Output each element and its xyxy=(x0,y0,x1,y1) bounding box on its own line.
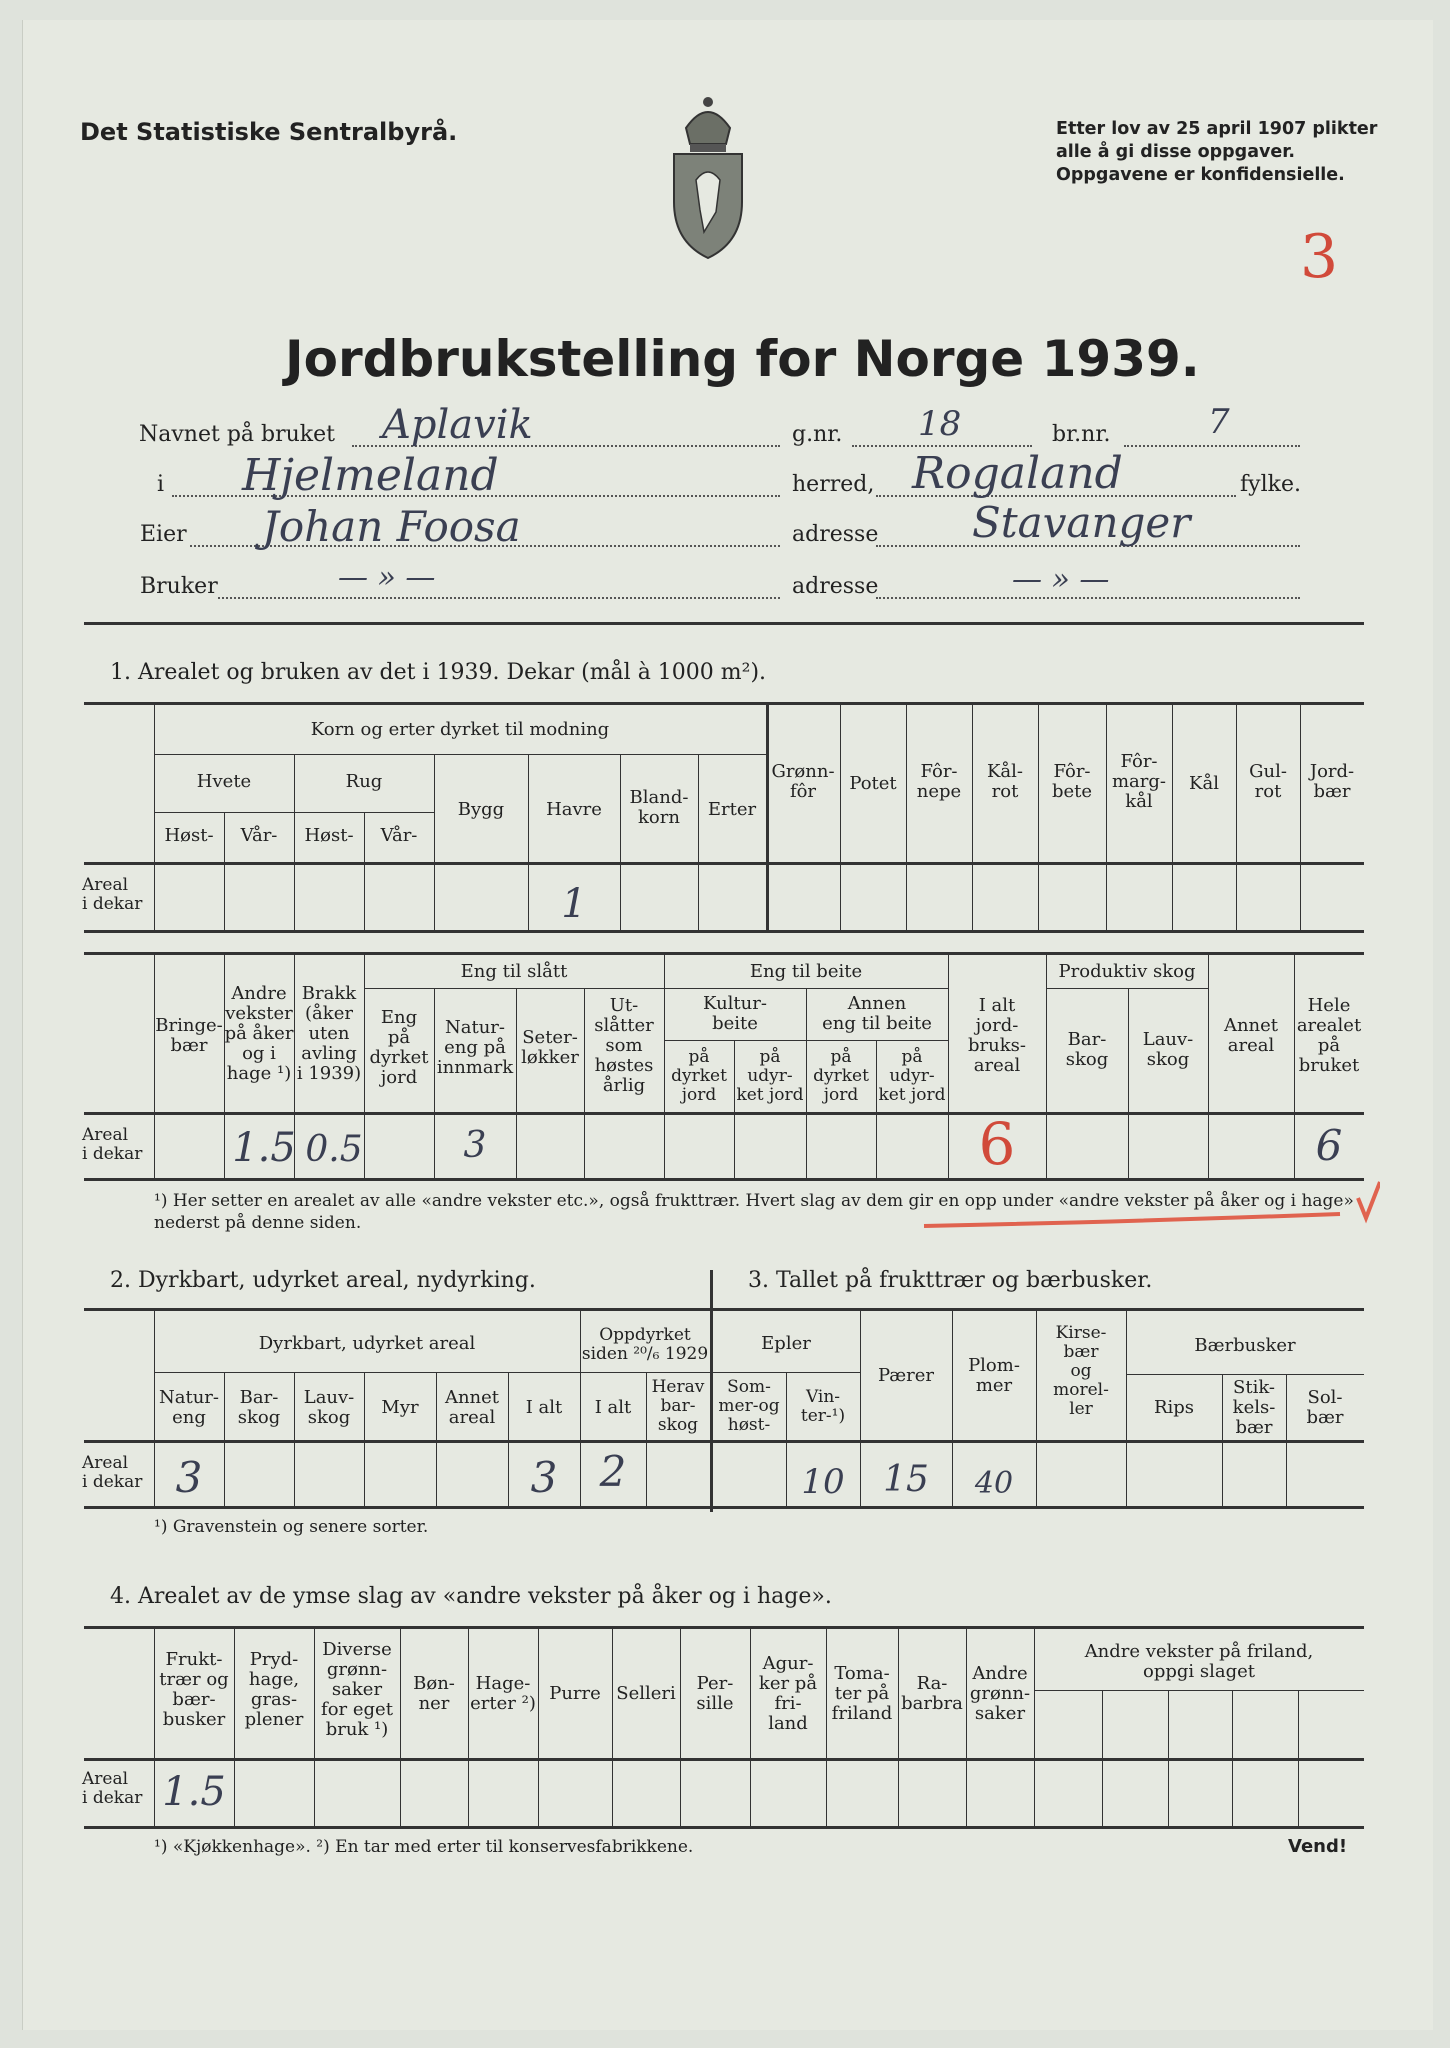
formargkal-header: Fôr- marg- kål xyxy=(1111,751,1166,812)
s4-andre-rule xyxy=(1034,1690,1364,1691)
ialt-jordbruk-header: I alt jord- bruks- areal xyxy=(968,995,1026,1076)
s1b-header-rule xyxy=(84,1112,1364,1115)
solbaer-header: Sol- bær xyxy=(1306,1387,1344,1428)
s4-row-label: Areal i dekar xyxy=(82,1769,143,1808)
brakk-header: Brakk (åker uten avling i 1939) xyxy=(296,983,362,1084)
jordbaer-header: Jord- bær xyxy=(1309,761,1355,802)
kultur-dyrket-header: på dyrket jord xyxy=(671,1047,727,1105)
dyrkbart-group-header: Dyrkbart, udyrket areal xyxy=(258,1333,476,1354)
rips-header: Rips xyxy=(1153,1397,1195,1418)
eier-label: Eier xyxy=(140,522,187,547)
notice-line: Etter lov av 25 april 1907 plikter xyxy=(1056,119,1378,139)
hvete-header: Hvete xyxy=(196,771,252,792)
diverse-header: Diverse grønn- saker for eget bruk ¹) xyxy=(321,1639,393,1740)
brnr-field[interactable]: 7 xyxy=(1208,402,1230,442)
barskog-header: Bar- skog xyxy=(1065,1029,1109,1070)
organization-name: Det Statistiske Sentralbyrå. xyxy=(80,118,458,146)
plommer-header: Plom- mer xyxy=(968,1355,1020,1396)
sommer-header: Som- mer-og høst- xyxy=(718,1377,780,1435)
brakk-value[interactable]: 0.5 xyxy=(305,1129,363,1170)
rug-header: Rug xyxy=(345,771,383,792)
s23-row-label: Areal i dekar xyxy=(82,1453,143,1492)
turn-over-label: Vend! xyxy=(1288,1836,1348,1857)
natureng-value[interactable]: 3 xyxy=(463,1125,487,1166)
kal-header: Kål xyxy=(1189,773,1219,794)
s2-ialt-header: I alt xyxy=(525,1397,563,1418)
kultur-rule xyxy=(664,1040,806,1041)
gnr-line xyxy=(852,445,1032,447)
hvete-host-header: Høst- xyxy=(164,825,214,846)
andre-friland-header: Andre vekster på friland, oppgi slaget xyxy=(1084,1641,1314,1682)
adresse2-line xyxy=(876,597,1300,599)
annen-udyrket-header: på udyr- ket jord xyxy=(878,1047,946,1105)
bringebaer-header: Bringe- bær xyxy=(155,1015,223,1056)
oppdyrket-header: Oppdyrket siden ²⁰/₆ 1929 xyxy=(581,1325,709,1364)
herred-label: herred, xyxy=(792,472,875,497)
fylke-label: fylke. xyxy=(1240,472,1301,497)
havre-value[interactable]: 1 xyxy=(561,881,587,927)
produktiv-skog-header: Produktiv skog xyxy=(1058,961,1196,982)
s3-baer-rule xyxy=(1126,1374,1364,1375)
seterlokker-header: Seter- løkker xyxy=(521,1027,579,1068)
vinter-value[interactable]: 10 xyxy=(801,1462,845,1502)
hvete-var-header: Vår- xyxy=(240,825,278,846)
corner-mark: 3 xyxy=(1300,222,1339,292)
s1b-top-rule xyxy=(84,952,1364,955)
notice-line: Oppgavene er konfidensielle. xyxy=(1056,165,1345,185)
brnr-label: br.nr. xyxy=(1052,422,1111,447)
s2-natureng-header: Natur- eng xyxy=(159,1387,219,1428)
section-2-heading: 2. Dyrkbart, udyrket areal, nydyrking. xyxy=(110,1268,536,1293)
gnr-label: g.nr. xyxy=(792,422,843,447)
eng-slatt-header: Eng til slått xyxy=(460,961,568,982)
hageerter-header: Hage- erter ²) xyxy=(470,1673,536,1714)
blandkorn-header: Bland- korn xyxy=(629,787,689,828)
prydhage-header: Pryd- hage, gras- plener xyxy=(244,1649,304,1730)
fornepe-header: Fôr- nepe xyxy=(916,761,962,802)
agurker-header: Agur- ker på fri- land xyxy=(758,1653,818,1734)
owner-field[interactable]: Johan Foosa xyxy=(262,502,521,551)
s23-header-rule xyxy=(84,1440,1364,1443)
navnet-field[interactable]: Aplavik xyxy=(382,402,533,448)
rug-host-header: Høst- xyxy=(304,825,354,846)
vinter-header: Vin- ter-¹) xyxy=(800,1387,846,1426)
persille-header: Per- sille xyxy=(696,1673,734,1714)
s23-bottom-rule xyxy=(84,1506,1364,1509)
annen-dyrket-header: på dyrket jord xyxy=(813,1047,869,1105)
erter-header: Erter xyxy=(707,799,757,820)
footnote-1: ¹) Her setter en arealet av alle «andre vekster etc.», også frukttrær. Hvert slag av dem gir en opp under «andre vekster på åker og i hage» nederst på denne siden. xyxy=(154,1191,1354,1233)
stikkelsbaer-header: Stik- kels- bær xyxy=(1232,1377,1276,1438)
andre-vekster-header: Andre vekster på åker og i hage ¹) xyxy=(224,983,294,1084)
user-field[interactable]: — » — xyxy=(338,560,436,595)
rug-var-header: Vår- xyxy=(380,825,418,846)
coat-of-arms-icon xyxy=(668,92,748,262)
county-field[interactable]: Rogaland xyxy=(912,448,1123,499)
section-1-heading: 1. Arealet og bruken av det i 1939. Dekar (mål à 1000 m²). xyxy=(110,660,767,685)
bonner-header: Bøn- ner xyxy=(413,1673,455,1714)
navnet-label: Navnet på bruket xyxy=(139,422,335,447)
opp-ialt-header: I alt xyxy=(594,1397,632,1418)
andre-gronnsaker-header: Andre grønn- saker xyxy=(969,1663,1031,1724)
utslatter-header: Ut- slåtter som høstes årlig xyxy=(594,995,654,1096)
red-checkmark-icon xyxy=(920,1178,1380,1238)
annen-rule xyxy=(806,1040,948,1041)
eng-beite-header: Eng til beite xyxy=(749,961,863,982)
annen-eng-header: Annen eng til beite xyxy=(822,993,932,1034)
epler-header: Epler xyxy=(761,1333,811,1354)
s23-top-rule xyxy=(84,1308,1364,1311)
section-3-heading: 3. Tallet på frukttrær og bærbusker. xyxy=(748,1268,1153,1293)
s1-korn-rule xyxy=(154,754,766,755)
hele-arealet-header: Hele arealet på bruket xyxy=(1296,995,1362,1076)
frukttraer-header: Frukt- trær og bær- busker xyxy=(159,1649,229,1730)
havre-header: Havre xyxy=(546,799,602,820)
eng-dyrket-header: Eng på dyrket jord xyxy=(369,1007,429,1088)
gronnfor-header: Grønn- fôr xyxy=(771,761,835,802)
adresse-label: adresse xyxy=(792,522,879,547)
municipality-field[interactable]: Hjelmeland xyxy=(242,450,499,501)
s2-barskog-header: Bar- skog xyxy=(237,1387,281,1428)
paerer-header: Pærer xyxy=(877,1365,935,1386)
legal-notice xyxy=(1056,118,1377,187)
s2-natureng-value[interactable]: 3 xyxy=(175,1453,203,1502)
s2-lauvskog-header: Lauv- skog xyxy=(303,1387,355,1428)
s2-group-rule xyxy=(154,1372,580,1373)
frukttraer-value[interactable]: 1.5 xyxy=(162,1769,226,1815)
section-4-heading: 4. Arealet av de ymse slag av «andre vekster på åker og i hage». xyxy=(110,1584,832,1609)
selleri-header: Selleri xyxy=(616,1683,676,1704)
eng-slatt-rule xyxy=(364,988,664,989)
purre-header: Purre xyxy=(549,1683,601,1704)
lauvskog-header: Lauv- skog xyxy=(1142,1029,1194,1070)
tomater-header: Toma- ter på friland xyxy=(831,1663,893,1724)
s1-row-label: Areal i dekar xyxy=(82,875,143,914)
s4-top-rule xyxy=(84,1626,1364,1629)
potet-header: Potet xyxy=(849,773,897,794)
page-title: Jordbrukstelling for Norge 1939. xyxy=(285,330,1200,388)
bruker-label: Bruker xyxy=(140,574,218,599)
notice-line: alle å gi disse oppgaver. xyxy=(1056,142,1296,162)
footnote-4: ¹) «Kjøkkenhage». ²) En tar med erter til konservesfabrikkene. xyxy=(154,1837,694,1857)
i-label: i xyxy=(157,472,165,497)
gnr-field[interactable]: 18 xyxy=(918,404,962,444)
natureng-header: Natur- eng på innmark xyxy=(436,1017,514,1078)
kirsebaer-header: Kirse- bær og morel- ler xyxy=(1053,1323,1109,1419)
baerbusker-header: Bærbusker xyxy=(1194,1335,1296,1356)
andre-vekster-value[interactable]: 1.5 xyxy=(232,1125,296,1171)
s2-annet-header: Annet areal xyxy=(444,1387,500,1428)
rabarbra-header: Ra- barbra xyxy=(901,1673,963,1714)
s2-ialt-value[interactable]: 3 xyxy=(530,1453,558,1502)
s1-bottom-rule xyxy=(84,930,1364,933)
bygg-header: Bygg xyxy=(457,799,505,820)
paerer-value[interactable]: 15 xyxy=(883,1459,929,1500)
kultur-udyrket-header: på udyr- ket jord xyxy=(736,1047,804,1105)
bruker-line xyxy=(218,597,780,599)
brnr-line xyxy=(1124,445,1300,447)
plommer-value[interactable]: 40 xyxy=(974,1466,1014,1501)
adresse2-label: adresse xyxy=(792,574,879,599)
ialt-jordbruk-value[interactable]: 6 xyxy=(978,1110,1016,1178)
owner-address-field[interactable]: Stavanger xyxy=(972,498,1191,547)
hele-arealet-value[interactable]: 6 xyxy=(1315,1121,1343,1170)
kulturbeite-header: Kultur- beite xyxy=(703,993,767,1034)
kalrot-header: Kål- rot xyxy=(986,761,1024,802)
produktiv-rule xyxy=(1046,988,1208,989)
s1b-row-label: Areal i dekar xyxy=(82,1125,143,1164)
annet-areal-header: Annet areal xyxy=(1223,1015,1279,1056)
s2-opp-rule xyxy=(580,1372,710,1373)
s4-header-rule xyxy=(84,1758,1364,1761)
opp-barskog-header: Herav bar- skog xyxy=(651,1377,705,1435)
divider xyxy=(84,622,1364,625)
gulrot-header: Gul- rot xyxy=(1249,761,1287,802)
footnote-2: ¹) Gravenstein og senere sorter. xyxy=(154,1517,429,1537)
s4-bottom-rule xyxy=(84,1826,1364,1829)
s2-myr-header: Myr xyxy=(381,1397,419,1418)
forbete-header: Fôr- bete xyxy=(1051,761,1093,802)
korn-group-header: Korn og erter dyrket til modning xyxy=(310,719,610,740)
opp-ialt-value[interactable]: 2 xyxy=(599,1447,627,1496)
user-address-field[interactable]: — » — xyxy=(1012,562,1110,597)
